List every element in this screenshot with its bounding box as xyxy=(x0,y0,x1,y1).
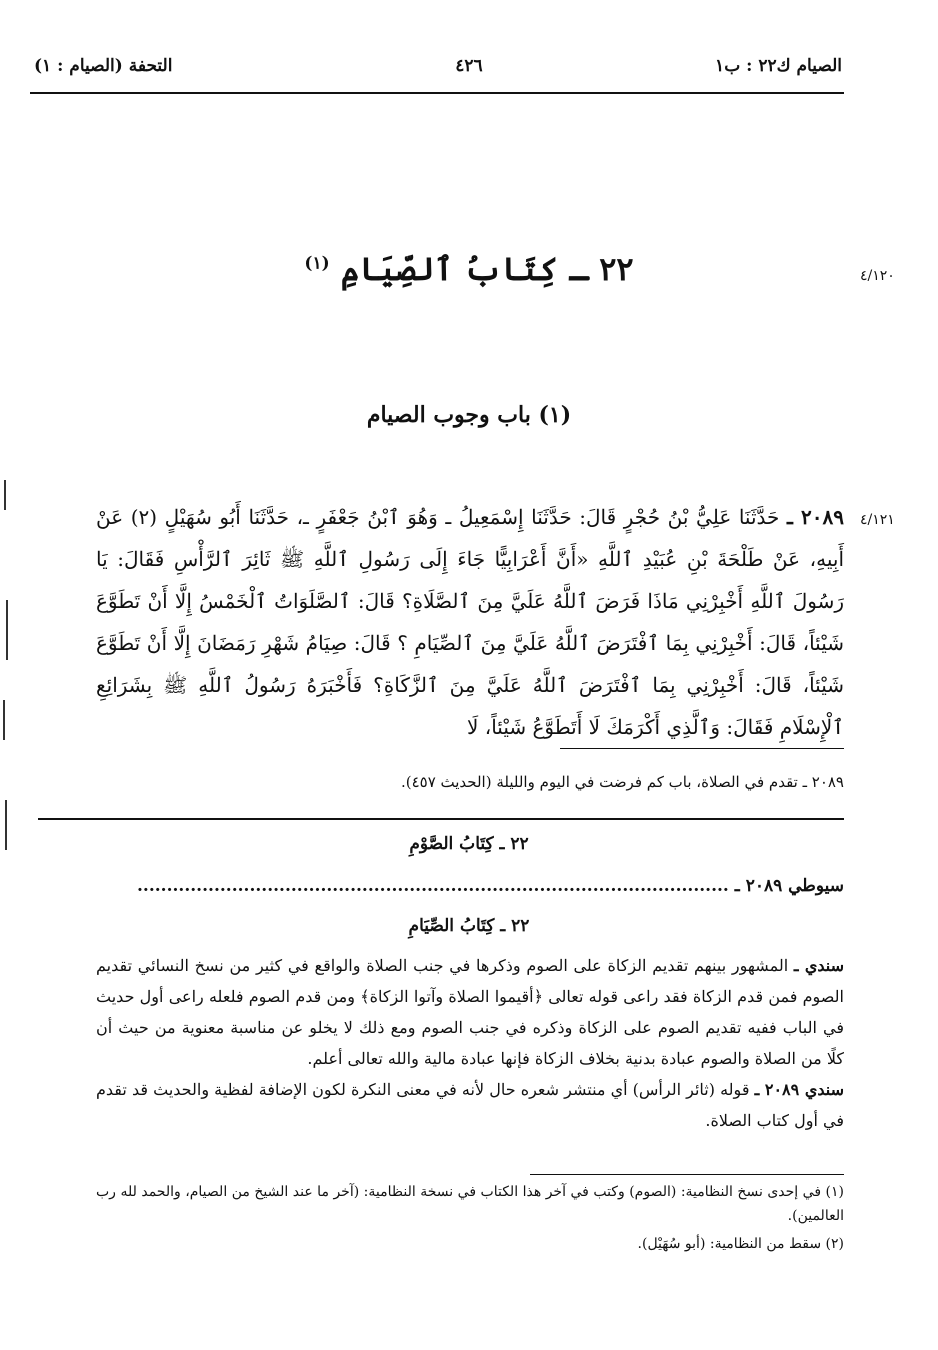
hadith-number: ٢٠٨٩ ـ xyxy=(786,505,844,529)
scan-edge-mark xyxy=(4,480,6,510)
footnote-2: (٢) سقط من النظامية: (أبو سُهَيْل). xyxy=(637,1236,844,1252)
hadith-text xyxy=(96,496,844,748)
scan-edge-mark xyxy=(6,600,8,660)
margin-reference-hadith: ٤/١٢١ xyxy=(860,512,895,528)
hadith-note-rule xyxy=(560,748,844,749)
scan-edge-mark xyxy=(3,700,5,740)
sindi-text-1: المشهور بينهم تقديم الزكاة على الصوم وذكرها في جنب الصلاة والواقع في كثير من نسخ النسائي تقديم الصوم فمن قدم الزكاة فقد راعى قوله تعالى ﴿أقيموا الصلاة وآتوا الزكاة﴾ ومن قدم الصوم فلعله راعى أول حديث في الباب ففيه تقديم الصوم على الزكاة وذكره في جنب الصوم ومع ذلك لا يخلو عن مناسبة معنوية من حيث أن كلًا من الصلاة والصوم عبادة بدنية بخلاف الزكاة فإنها عبادة مالية والله تعالى أعلم. xyxy=(96,956,845,1068)
running-header-left: التحفة (الصيام : ١) xyxy=(34,56,173,76)
hadith-body: حَدَّثَنَا عَلِيُّ بْنُ حُجْرٍ قَالَ: حَدَّثَنَا إِسْمَعِيلُ ـ وَهُوَ ٱبْنُ جَعْفَرٍ ـ، حَدَّثَنَا أَبُو سُهَيْلٍ (٢) عَنْ أَبِيهِ، عَنْ طَلْحَةَ بْنِ عُبَيْدِ ٱللَّهِ «أَنَّ أَعْرَابِيًّا جَاءَ إِلَى رَسُولِ ٱللَّهِ ﷺ ثَائِرَ ٱلرَّأْسِ فَقَالَ: يَا رَسُولَ ٱللَّهِ أَخْبِرْنِي مَاذَا فَرَضَ ٱللَّهُ عَلَيَّ مِنَ ٱلصَّلَاةِ؟ قَالَ: ٱلصَّلَوَاتُ ٱلْخَمْسُ إِلَّا أَنْ تَطَوَّعَ شَيْئاً، قَالَ: أَخْبِرْنِي بِمَا ٱفْتَرَضَ ٱللَّهُ عَلَيَّ مِنَ ٱلصِّيَامِ ؟ قَالَ: صِيَامُ شَهْرِ رَمَضَانَ إِلَّا أَنْ تَطَوَّعَ شَيْئاً، قَالَ: أَخْبِرْنِي بِمَا ٱفْتَرَضَ ٱللَّهُ عَلَيَّ مِنَ ٱلزَّكَاةِ؟ فَأَخْبَرَهُ رَسُولُ ٱللَّهِ ﷺ بِشَرَائِعِ ٱلْإِسْلَامِ فَقَالَ: وَٱلَّذِي أَكْرَمَكَ لَا أَتَطَوَّعُ شَيْئاً، لَا xyxy=(96,505,844,739)
header-rule xyxy=(30,92,844,94)
sindi-paragraph-1 xyxy=(96,950,844,1074)
sindi-paragraph-2 xyxy=(96,1074,844,1136)
sindi-label-2: سندي ٢٠٨٩ ـ xyxy=(754,1080,844,1099)
suyuti-line xyxy=(96,876,844,896)
sindi-label-1: سندي ـ xyxy=(793,956,844,975)
suyuti-dots: .................................................................................................... xyxy=(137,876,729,896)
footnotes xyxy=(96,1180,844,1260)
sindi-commentary xyxy=(96,950,844,1136)
book-title-footnote-ref: (١) xyxy=(304,253,330,274)
scan-edge-mark xyxy=(5,800,7,850)
footnote-1: (١) في إحدى نسخ النظامية: (الصوم) وكتب في آخر هذا الكتاب في نسخة النظامية: (آخر ما عند الشيخ من الصيام، والحمد لله رب العالمين). xyxy=(96,1184,844,1224)
section-divider xyxy=(38,818,844,820)
running-header-right: الصيام ك٢٢ : ب١ xyxy=(715,56,842,76)
chapter-title: (١) باب وجوب الصيام xyxy=(366,402,572,428)
margin-reference-book: ٤/١٢٠ xyxy=(860,268,895,284)
sindi-section-title: ٢٢ ـ كِتَابُ الصِّيَامِ xyxy=(408,916,530,936)
footnote-rule xyxy=(530,1174,844,1175)
hadith-cross-reference: ٢٠٨٩ ـ تقدم في الصلاة، باب كم فرضت في اليوم والليلة (الحديث ٤٥٧). xyxy=(400,773,844,791)
book-title-text: ٢٢ ـ كِتَابُ ٱلصِّيَامِ xyxy=(340,250,634,288)
sindi-text-2: قوله (ثائر الرأس) أي منتشر شعره حال لأنه في معنى النكرة لكون الإضافة لفظية والحديث قد تقدم في أول كتاب الصلاة. xyxy=(96,1080,844,1130)
page-number: ٤٢٦ xyxy=(455,56,483,76)
suyuti-section-title: ٢٢ ـ كِتَابُ الصَّوْمِ xyxy=(409,834,529,854)
book-title xyxy=(0,250,938,288)
suyuti-label: سيوطي ٢٠٨٩ ـ xyxy=(734,876,844,896)
